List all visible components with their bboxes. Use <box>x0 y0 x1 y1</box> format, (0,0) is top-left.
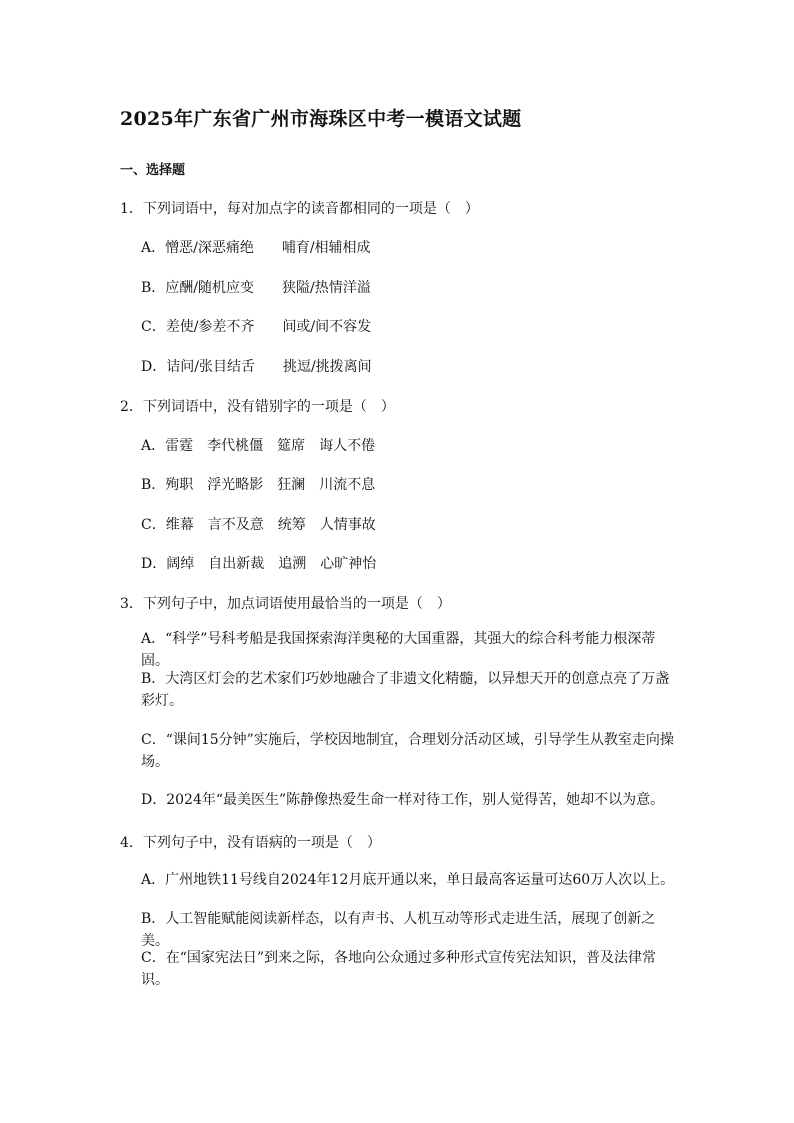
option-a-pair-1: A．憎恶/深恶痛绝 <box>141 240 254 256</box>
question-4-option-c: C．在“国家宪法日”到来之际，各地向公众通过多种形式宣传宪法知识，普及法律常识。 <box>141 950 657 988</box>
question-3-stem: 3．下列句子中，加点词语使用最恰当的一项是（ ） <box>120 596 451 612</box>
option-b-pair-2: 狭隘/热情洋溢 <box>282 280 371 296</box>
question-3-option-c: C．“课间15分钟”实施后，学校因地制宜，合理划分活动区域，引导学生从教室走向操场。 <box>141 732 674 770</box>
page-title: 2025年广东省广州市海珠区中考一模语文试题 <box>120 108 522 130</box>
question-4-stem: 4．下列句子中，没有语病的一项是（ ） <box>120 835 381 851</box>
question-1-option-a <box>141 237 371 257</box>
question-2-option-c: C．维幕 言不及意 统筹 人情事故 <box>141 517 376 533</box>
question-1-stem: 1．下列词语中，每对加点字的读音都相同的一项是（ ） <box>120 201 479 217</box>
question-2-option-d: D．阔绰 自出新裁 追溯 心旷神怡 <box>141 556 377 572</box>
question-2-option-b: B．殉职 浮光略影 狂澜 川流不息 <box>141 477 376 493</box>
option-a-pair-2: 哺育/相辅相成 <box>281 240 371 256</box>
option-d-pair-2: 挑逗/挑拨离间 <box>282 359 372 375</box>
question-2-stem: 2．下列词语中，没有错别字的一项是（ ） <box>120 399 395 415</box>
option-b-pair-1: B．应酬/随机应变 <box>141 280 255 296</box>
section-heading: 一、选择题 <box>120 163 186 178</box>
option-c-pair-2: 间或/间不容发 <box>282 319 372 335</box>
question-4-option-b: B．人工智能赋能阅读新样态，以有声书、人机互动等形式走进生活，展现了创新之美。 <box>141 911 656 949</box>
question-3-option-d: D．2024年“最美医生”陈静像热爱生命一样对待工作，别人觉得苦，她却不以为意。 <box>141 792 665 808</box>
question-3-option-b: B．大湾区灯会的艺术家们巧妙地融合了非遗文化精髓，以异想天开的创意点亮了万盏彩灯。 <box>141 671 670 709</box>
option-d-pair-1: D．诘问/张目结舌 <box>141 359 255 375</box>
question-1-option-b <box>141 277 371 297</box>
question-1-option-c <box>141 316 371 336</box>
question-3-option-a: A．“科学”号科考船是我国探索海洋奥秘的大国重器，其强大的综合科考能力根深蒂固。 <box>141 631 656 669</box>
question-1-option-d <box>141 356 372 376</box>
question-4-option-a: A．广州地铁11号线自2024年12月底开通以来，单日最高客运量可达60万人次以上。 <box>141 872 675 888</box>
option-c-pair-1: C．差使/参差不齐 <box>141 319 255 335</box>
question-2-option-a: A．雷霆 李代桃僵 筵席 诲人不倦 <box>141 438 376 454</box>
